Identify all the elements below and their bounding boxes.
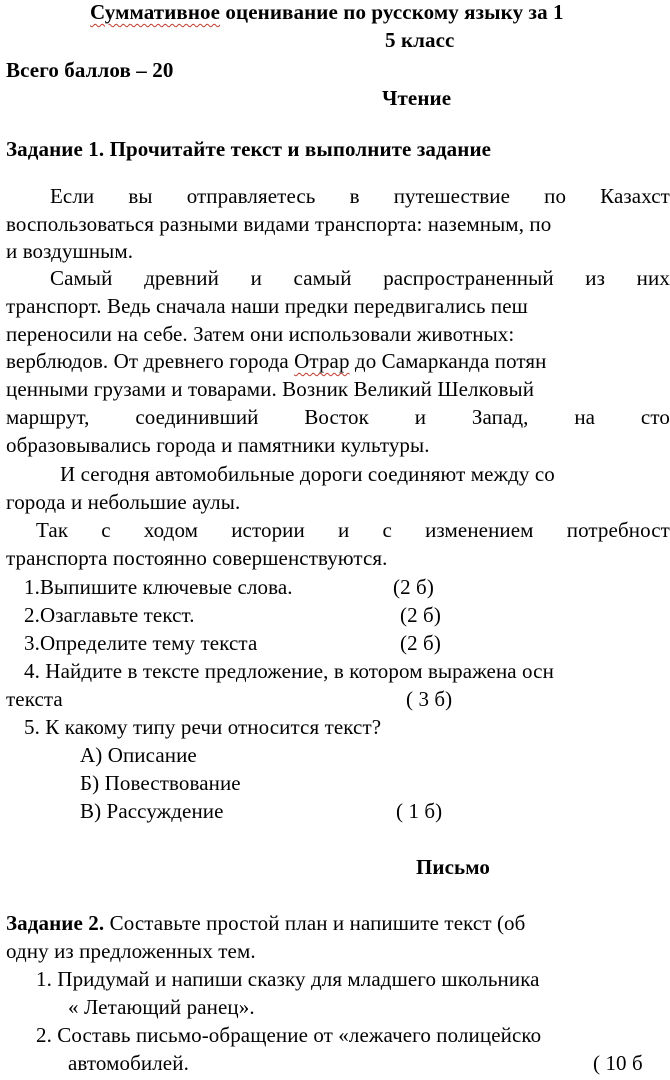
total-points: Всего баллов – 20 [6,58,174,82]
task2-heading [6,913,525,934]
p2-line2: транспорт. Ведь сначала наши предки передвигались пеш [6,294,528,318]
topic-2: 2. Составь письмо-обращение от «лежачего полицейско [36,1023,542,1047]
question-3-points: (2 б) [400,631,441,655]
p2-word: из [585,266,606,290]
p1-word: по [544,184,567,208]
question-5-points: ( 1 б) [396,799,443,823]
p2-word: на [574,405,596,429]
p3-line2: города и небольшие аулы. [6,490,241,514]
question-1-points: (2 б) [393,575,434,599]
p4-word: Так [36,518,69,542]
p2-word: маршрут, [6,405,90,429]
p2-word: распространенный [383,266,554,290]
p2-line4-start: верблюдов. От древнего города [6,349,295,373]
question-5: 5. К какому типу речи относится текст? [24,715,382,739]
question-2-points: (2 б) [400,603,441,627]
p2-word: соединивший [135,405,259,429]
p4-word: с [101,518,111,542]
p4-word: потребност [566,518,670,542]
p2-word: них [636,266,670,290]
document-title [90,2,564,23]
grade-label: 5 класс [385,28,455,52]
p3-line1: И сегодня автомобильные дороги соединяют между со [60,462,555,486]
p4-word: с [382,518,392,542]
p2-word: и [250,266,262,290]
title-first-word: Суммативное [90,0,221,24]
p2-word: Запад, [471,405,529,429]
p2-word: Самый [50,266,113,290]
topic-2-cont: автомобилей. [68,1051,189,1075]
p4-line2: транспорта постоянно совершенствуются. [6,546,388,570]
p2-line7: образовывались города и памятники культуры. [6,433,430,457]
option-b: Б) Повествование [80,771,241,795]
city-name-otrar: Отрар [294,349,350,373]
question-2: 2.Озаглавьте текст. [24,603,195,627]
p1-line3: и воздушным. [6,239,134,263]
p2-word: Восток [304,405,369,429]
option-c: В) Рассуждение [80,799,224,823]
p1-word: Казахст [600,184,670,208]
question-1: 1.Выпишите ключевые слова. [24,575,293,599]
p4-word: истории [231,518,305,542]
p1-word: вы [128,184,153,208]
p4-word: изменением [425,518,534,542]
title-rest: оценивание по русскому языку за 1 [220,0,564,24]
p4-word: ходом [143,518,199,542]
p1-line2: воспользоваться разными видами транспорта: наземным, по [6,212,552,236]
p1-line1 [50,186,670,207]
p2-word: древний [144,266,219,290]
task2-points: ( 10 б [593,1051,643,1075]
task2-heading-cont: одну из предложенных тем. [6,939,256,963]
p4-word: и [338,518,350,542]
option-a: А) Описание [80,743,197,767]
p2-line1 [50,268,670,289]
topic-1: 1. Придумай и напиши сказку для младшего школьника [36,967,540,991]
task2-label: Задание 2. [6,911,105,935]
p4-line1 [36,520,670,541]
section-heading-writing: Письмо [416,855,490,879]
question-4: 4. Найдите в тексте предложение, в котором выражена осн [24,659,554,683]
section-heading-reading: Чтение [382,86,452,110]
p2-word: самый [293,266,352,290]
p2-line5: ценными грузами и товарами. Возник Великий Шелковый [6,377,535,401]
question-4-cont: текста [6,687,63,711]
p2-line6 [6,407,670,428]
p1-word: в [349,184,360,208]
question-3: 3.Определите тему текста [24,631,258,655]
p1-word: отправляетесь [186,184,316,208]
p2-line3: переносили на себе. Затем они использовали животных: [6,322,515,346]
topic-1-cont: « Летающий ранец». [68,995,255,1019]
p2-line4 [6,351,547,372]
p2-line4-end: до Самарканда потян [349,349,547,373]
p1-word: Если [50,184,95,208]
p1-word: путешествие [393,184,511,208]
question-4-points: ( 3 б) [406,687,453,711]
task1-heading: Задание 1. Прочитайте текст и выполните задание [6,137,492,161]
p2-word: сто [640,405,670,429]
p2-word: и [414,405,427,429]
task2-instruction: Составьте простой план и напишите текст (об [104,911,526,935]
